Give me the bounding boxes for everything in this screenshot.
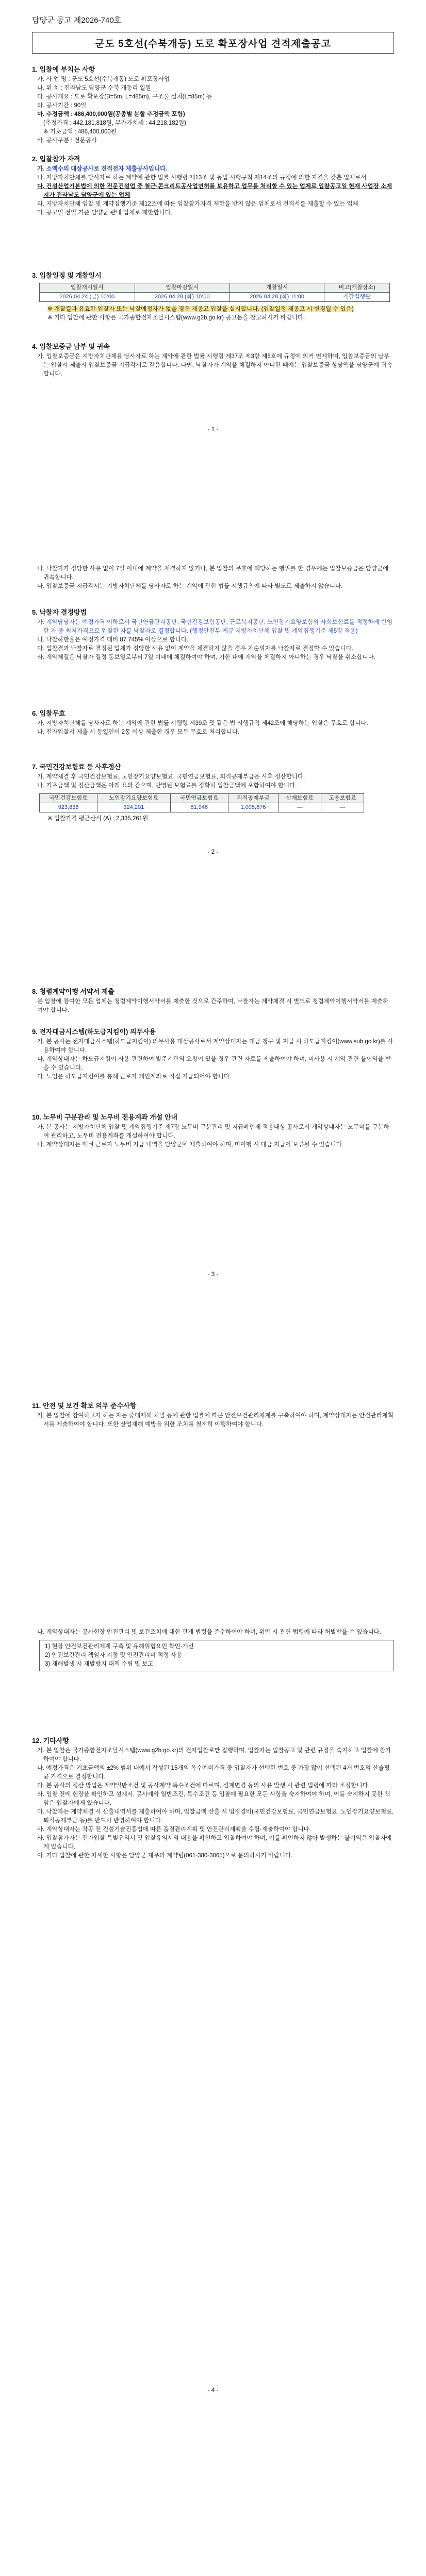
list-item: 가. 본 입찰에 참여하고자 하는 자는 중대재해 처벌 등에 관한 법률에 따른 안전보건관리체계를 구축하여야 하며, 계약상대자는 안전관리계획서를 제출하여야 합니다. 또한 산업재해 예방을 위한 조치를 철저히 이행하여야 합니다. [37, 1413, 394, 1428]
list-item: 라. 지방자치단체 입찰 및 계약집행기준 제12조에 따른 입찰참가자격 제한을 받지 않은 업체로서 견적서를 제출할 수 있는 업체 [37, 201, 358, 207]
list-item: 마. 추정금액 : 486,400,000원(공종별 분할 추정금액 포함) [37, 111, 185, 117]
safety-box [39, 1640, 394, 1671]
list-item: 나. 낙찰자가 정당한 사유 없이 7일 이내에 계약을 체결하지 않거나, 본 입찰의 무효에 해당하는 행위를 한 경우에는 입찰보증금은 담양군에 귀속합니다. [37, 566, 389, 581]
list-item: 나. 위 치 : 전라남도 담양군 수북 개동리 일원 [37, 85, 151, 91]
section-11-continued [32, 1628, 394, 1671]
list-item: 나. 기초금액 및 정산금액은 아래 표와 같으며, 반영된 보험료를 정확히 입찰금액에 포함하여야 합니다. [37, 783, 297, 789]
section-heading: 6. 입찰무효 [32, 709, 65, 717]
list-item: 다. 건설산업기본법에 의한 전문건설업 중 철근·콘크리트공사업면허를 보유하고 업무를 처리할 수 있는 업체로 입찰공고일 현재 사업장 소재지가 전라남도 담양군에 있는 업체 [37, 183, 392, 198]
list-item: 다. 노임은 하도급지킴이를 통해 근로자 개인계좌로 직접 지급되어야 합니다. [37, 1074, 232, 1080]
table-header: 입찰개시일시 [40, 283, 135, 293]
document-number: 담양군 공고 제2026-740호 [32, 16, 122, 25]
section-10 [32, 1113, 394, 1149]
list-item: 나. 계약상대자는 하도급지킴이 사용 관련하여 발주기관의 요청이 있을 경우 관련 자료를 제출하여야 하며, 미사용 시 계약 관련 불이익을 받을 수 있습니다. [37, 1056, 391, 1071]
list-item: 가. 소액수의 대상공사로 견적전자 제출공사입니다. [37, 166, 168, 172]
list-item: 사. 입찰참가자는 전자입찰 특별유의서 및 입찰유의서의 내용을 확인하고 입찰하여야 하며, 이를 확인하지 않아 발생하는 불이익은 입찰자에게 있습니다. [37, 1835, 392, 1850]
list-item: 라. 공사기간 : 90일 [37, 103, 87, 109]
table-cell: 2026.04.28.(화) 10:00 [135, 293, 230, 302]
section-5 [32, 608, 394, 662]
note: ※ 입찰가격 평균산식 (A) : 2,335,261원 [47, 816, 149, 822]
section-heading: 11. 안전 및 보건 확보 의무 준수사항 [32, 1402, 137, 1410]
list-item: 가. 계약담당자는 예정가격 이하로서 국민연금관리공단, 국민건강보험공단, 근로복지공단, 노인장기요양보험의 사회보험료를 적정하게 반영한 자 중 최저가격으로 입찰한 자를 낙찰자로 결정합니다. (행정안전부 예규 지방자치단체 입찰 및 계약집행기준 제5장 적용) [37, 619, 393, 634]
list-item: 바. 공사구분 : 전문공사 [37, 138, 97, 144]
section-9 [32, 1027, 394, 1081]
list-item: 아. 기타 입찰에 관한 자세한 사항은 담양군 재무과 계약팀(061-380-3065)으로 문의하시기 바랍니다. [37, 1853, 293, 1859]
table-header: 국민건강보험료 [40, 794, 97, 803]
table-header: 개찰일시 [230, 283, 324, 293]
table-cell: 324,201 [97, 803, 170, 812]
section-8 [32, 987, 394, 1017]
section-heading: 4. 입찰보증금 납부 및 귀속 [32, 343, 110, 350]
section-7 [32, 762, 394, 823]
page-number: - 4 - [207, 2386, 219, 2394]
document-title: 군도 5호선(수북개동) 도로 확포장사업 견적제출공고 [32, 32, 394, 54]
table-header: 국민연금보험료 [170, 794, 228, 803]
page-number: - 1 - [207, 426, 219, 433]
section-heading: 2. 입찰참가 자격 [32, 155, 80, 163]
table-header: 고용보험료 [321, 794, 364, 803]
section-11 [32, 1401, 394, 1429]
section-12 [32, 1736, 394, 1860]
table-cell: 1,005,676 [228, 803, 278, 812]
list-item: 가. 본 입찰은 국가종합전자조달시스템(www.g2b.go.kr)의 전자입찰로만 집행하며, 입찰자는 입찰공고 및 관련 규정을 숙지하고 입찰에 참가하여야 합니다. [37, 1748, 391, 1762]
table-cell: 2026.04.28.(화) 11:00 [230, 293, 324, 302]
list-item: 나. 전자입찰서 제출 시 동일인이 2통 이상 제출한 경우 모두 무효로 처리합니다. [37, 729, 240, 735]
list-item: 나. 예정가격은 기초금액의 ±2% 범위 내에서 작성된 15개의 복수예비가격 중 입찰자가 선택한 번호 중 가장 많이 선택된 4개 번호의 산술평균 가격으로 결정합니다. [37, 1765, 390, 1780]
paragraph: 본 입찰에 참여한 모든 업체는 청렴계약이행서약서를 제출한 것으로 간주하며, 낙찰자는 계약체결 시 별도로 청렴계약이행서약서를 제출하여야 합니다. [37, 998, 389, 1013]
list-item: 다. 본 공사의 정산 방법은 계약일반조건 및 공사계약 특수조건에 따르며, 설계변경 등의 사유 발생 시 관련 법령에 따라 조정합니다. [37, 1783, 370, 1789]
page-number: - 3 - [207, 1270, 219, 1278]
list-item: 나. 계약상대자는 공사현장 안전관리 및 보건조치에 대한 관계 법령을 준수하여야 하며, 위반 시 관련 법령에 따라 처벌받을 수 있습니다. [37, 1629, 381, 1635]
list-item: (추정가격 : 442,181,818원, 부가가치세 : 44,218,182원) [43, 120, 186, 126]
section-heading: 10. 노무비 구분관리 및 노무비 전용계좌 개설 안내 [32, 1113, 177, 1121]
box-line: 2) 안전보건관리 책임자 지정 및 안전관리비 적정 사용 [45, 1652, 182, 1658]
table-cell: 923,836 [40, 803, 97, 812]
section-3 [32, 271, 394, 323]
table-header: 입찰마감일시 [135, 283, 230, 293]
note: ※ 개찰결과 유효한 입찰자 또는 낙찰예정자가 없을 경우 재공고 입찰을 실시합니다. (입찰일정 재공고 시 변경될 수 있음) [47, 306, 354, 312]
table-cell: 81,946 [170, 803, 228, 812]
list-item: 라. 계약체결은 낙찰자 결정 통보일로부터 7일 이내에 체결하여야 하며, 기한 내에 계약을 체결하지 아니하는 경우 낙찰을 취소합니다. [37, 654, 375, 660]
list-item: 다. 입찰결과 낙찰자로 결정된 업체가 정당한 사유 없이 계약을 체결하지 않을 경우 차순위자를 낙찰자로 결정할 수 있습니다. [37, 646, 353, 652]
section-1 [32, 65, 394, 145]
list-item: 다. 입찰보증금 지급각서는 지방자치단체를 당사자로 하는 계약에 관한 법률 시행규칙에 따라 별도로 제출하지 않습니다. [37, 583, 343, 589]
list-item: 가. 입찰보증금은 지방자치단체를 당사자로 하는 계약에 관한 법률 시행령 제37조 제3항 제5호에 규정에 의거 면제하며, 입찰보증금의 납부는 입찰서 제출시 입찰보증금 지급각서로 갈음합니다. 다만, 낙찰자가 계약을 체결하지 아니한 때에는 입찰보증금 상당액을 담양군에 귀속합니다. [37, 353, 392, 377]
schedule-table [39, 283, 390, 302]
section-4 [32, 342, 394, 379]
list-item: 마. 낙찰자는 계약체결 시 산출내역서를 제출하여야 하며, 입찰금액 산출 시 법정경비(국민건강보험료, 국민연금보험료, 노인장기요양보험료, 퇴직공제부금 등)를 반드시 반영하여야 합니다. [37, 1809, 394, 1824]
insurance-table [39, 793, 364, 812]
section-4-continued [32, 565, 394, 591]
box-line: 1) 현장 안전보건관리체계 구축 및 유해위험요인 확인·개선 [45, 1643, 194, 1650]
section-heading: 9. 전자대금시스템(하도급지킴이) 의무사용 [32, 1028, 156, 1036]
list-item: 바. 계약상대자는 착공 전 건설기술진흥법에 따른 품질관리계획 및 안전관리계획을 수립·제출하여야 합니다. [37, 1826, 311, 1833]
list-item: 가. 사 업 명 : 군도 5호선(수북개동) 도로 확포장사업 [37, 76, 170, 82]
note: ※ 기타 입찰에 관한 사항은 국가종합전자조달시스템(www.g2b.go.kr) 공고문을 참고하시기 바랍니다. [47, 315, 305, 321]
section-heading: 1. 입찰에 부치는 사항 [32, 65, 95, 73]
list-item: 다. 공사개요 : 도로 확포장(B=5m, L=485m), 구조물 설치(L=85m) 등 [37, 94, 212, 100]
section-heading: 5. 낙찰자 결정방법 [32, 608, 87, 616]
table-header: 산재보험료 [278, 794, 321, 803]
section-6 [32, 709, 394, 737]
box-line: 3) 재해발생 시 재발방지 대책 수립 및 보고 [45, 1661, 154, 1667]
list-item: 나. 계약상대자는 매월 근로자 노무비 지급 내역을 담양군에 제출하여야 하며, 미이행 시 대금 지급이 보류될 수 있습니다. [37, 1142, 343, 1148]
table-header: 비고(개찰장소) [324, 283, 390, 293]
table-header: 퇴직공제부금 [228, 794, 278, 803]
table-cell: 개찰집행관 [324, 293, 390, 302]
list-item: 가. 본 공사는 지방자치단체 입찰 및 계약집행기준 제7장 노무비 구분관리 및 지급확인제 적용대상 공사로서 계약상대자는 노무비를 구분하여 관리하고, 노무비 전용계좌를 개설하여야 합니다. [37, 1124, 389, 1139]
list-item: 마. 공고일 전일 기준 담양군 관내 업체로 제한합니다. [37, 210, 173, 216]
list-item: 가. 지방자치단체를 당사자로 하는 계약에 관한 법률 시행령 제39조 및 같은 법 시행규칙 제42조에 해당하는 입찰은 무효로 합니다. [37, 720, 368, 726]
list-item: 가. 계약체결 후 국민건강보험료, 노인장기요양보험료, 국민연금보험료, 퇴직공제부금은 사후 정산합니다. [37, 774, 305, 780]
table-cell: 2026.04.24.(금) 10:00 [40, 293, 135, 302]
list-item: 나. 지방자치단체를 당사자로 하는 계약에 관한 법률 시행령 제13조 및 동법 시행규칙 제14조의 규정에 의한 자격을 갖춘 업체로서 [37, 175, 367, 181]
list-item: ※ 기초금액 : 486,400,000원 [43, 129, 117, 135]
table-cell: — [278, 803, 321, 812]
table-cell: — [321, 803, 364, 812]
section-2 [32, 155, 394, 217]
section-heading: 12. 기타사항 [32, 1737, 69, 1744]
list-item: 나. 낙찰하한율은 예정가격 대비 87.745% 이상으로 합니다. [37, 637, 189, 643]
section-heading: 8. 청렴계약이행 서약서 제출 [32, 988, 114, 995]
section-heading: 3. 입찰일정 및 개찰일시 [32, 272, 102, 279]
list-item: 라. 입찰 전에 현장을 확인하고 설계서, 공사계약 일반조건, 특수조건 등 입찰에 필요한 모든 사항을 숙지하여야 하며, 이를 숙지하지 못한 책임은 입찰자에게 있습니다. [37, 1791, 390, 1806]
table-header: 노인장기요양보험료 [97, 794, 170, 803]
list-item: 가. 본 공사는 전자대금시스템(하도급지킴이) 의무사용 대상공사로서 계약상대자는 대금 청구 및 지급 시 하도급지킴이(www.sub.go.kr)를 사용하여야 합니다. [37, 1039, 394, 1054]
section-heading: 7. 국민건강보험료 등 사후정산 [32, 763, 121, 771]
page-number: - 2 - [207, 848, 219, 855]
